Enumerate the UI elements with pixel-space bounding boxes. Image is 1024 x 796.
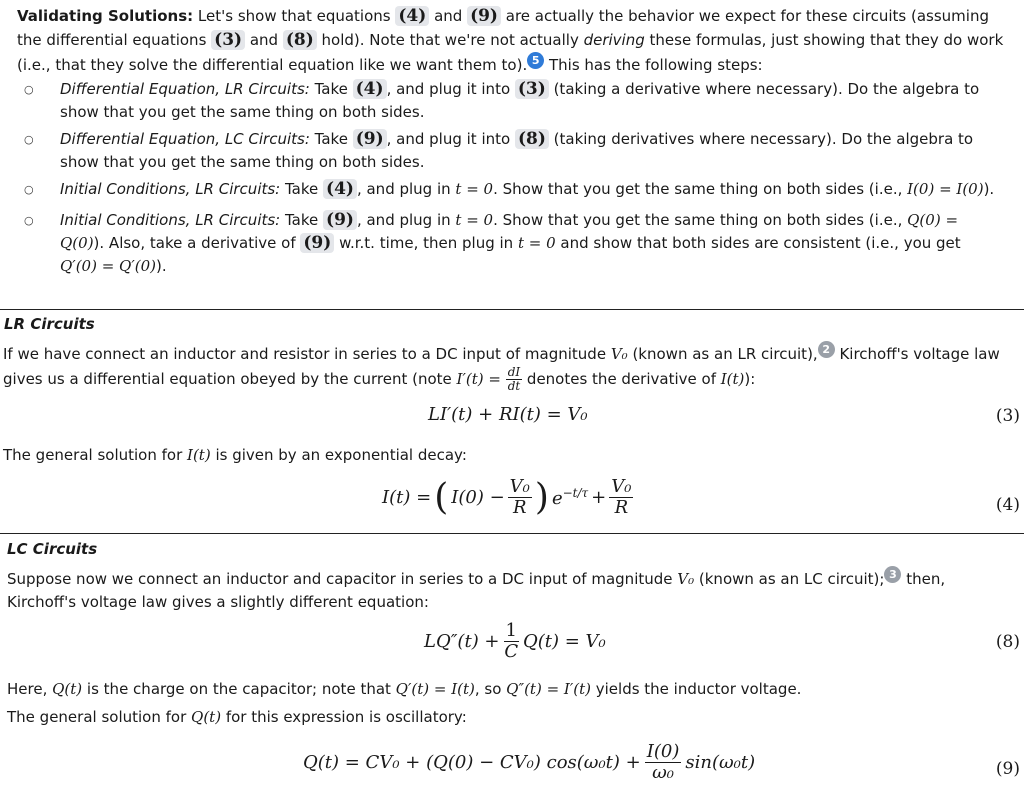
eqref-4[interactable]: (4): [353, 79, 387, 99]
paren-open: (: [434, 477, 449, 518]
eqref-3[interactable]: (3): [515, 79, 549, 99]
text: If we have connect an inductor and resistor in series to a DC input of magnitude: [3, 345, 611, 363]
text: , and plug it into: [386, 80, 515, 98]
paren-close: ): [534, 477, 549, 518]
text: (taking a derivative where necessary). Do the algebra to show that you get the same thing on both sides.: [60, 80, 980, 121]
frac-num: V₀: [509, 476, 530, 498]
eq4-fraction: [508, 477, 532, 518]
lr-intro: [3, 341, 1013, 393]
math-V0: V₀: [610, 345, 628, 363]
math-Iprime: I′(t) =: [456, 370, 501, 389]
eqref-9[interactable]: (9): [300, 233, 334, 253]
eqref-8[interactable]: (8): [515, 129, 549, 149]
text: yields the inductor voltage.: [590, 680, 802, 698]
footnote-badge[interactable]: 5: [527, 52, 544, 69]
frac-num: dI: [507, 365, 521, 379]
math-t0: t = 0: [517, 234, 556, 252]
text: (known as an LR circuit),: [627, 345, 818, 363]
math-I0: I(0) = I(0): [907, 180, 984, 198]
eqref-4[interactable]: (4): [395, 6, 429, 26]
equation-number-9: (9): [995, 759, 1020, 779]
eq4-exp: [552, 486, 588, 509]
divider: [0, 533, 1024, 534]
text: these formulas, just showing that they do work (i.e., that they solve the differential equation like we want them to).: [17, 31, 1004, 74]
text: Take: [280, 211, 324, 229]
eq9-fraction: [645, 742, 682, 783]
list-item: [24, 209, 999, 278]
text: are actually the behavior we expect for these circuits (assuming the differential equations: [17, 7, 989, 49]
equation-3: LI′(t) + RI(t) = V₀: [428, 404, 588, 425]
math-t0: t = 0: [455, 180, 494, 198]
list-item: [24, 178, 999, 201]
text: , and plug in: [356, 211, 456, 229]
frac-num: V₀: [611, 476, 632, 498]
text: The general solution for: [7, 708, 192, 726]
eqref-9[interactable]: (9): [353, 129, 387, 149]
text: hold). Note that we're not actually: [316, 31, 584, 49]
text: Take: [280, 180, 324, 198]
lc-charge-note: [7, 678, 801, 701]
eqref-8[interactable]: (8): [283, 30, 317, 50]
text: The general solution for: [3, 446, 188, 464]
equation-number-8: (8): [995, 632, 1020, 652]
text: is the charge on the capacitor; note that: [82, 680, 396, 698]
math-Qt: Q(t): [191, 708, 222, 726]
text: ):: [744, 370, 756, 389]
text: Let's show that equations: [193, 7, 396, 25]
frac-den: ω₀: [652, 761, 674, 783]
math-Qprime: Q′(t) = I(t): [395, 680, 475, 698]
frac-num: 1: [505, 620, 517, 641]
exp-base: e: [551, 488, 563, 509]
lc-general-solution: [7, 706, 467, 729]
text: , and plug in: [356, 180, 456, 198]
step-title: Initial Conditions, LR Circuits:: [60, 180, 281, 198]
text: ). Also, take a derivative of: [93, 234, 301, 252]
text: . Show that you get the same thing on both sides (i.e.,: [493, 180, 908, 198]
text: , and plug it into: [386, 130, 515, 148]
text: Suppose now we connect an inductor and capacitor in series to a DC input of magnitude: [7, 570, 678, 588]
eqref-9[interactable]: (9): [323, 210, 357, 230]
step-title: Initial Conditions, LR Circuits:: [60, 211, 281, 229]
equation-number-3: (3): [995, 406, 1020, 426]
eq8-lhs: LQ″(t) +: [424, 630, 500, 652]
validating-lead: Validating Solutions:: [17, 7, 194, 25]
frac-den: R: [614, 497, 629, 518]
divider: [0, 309, 1024, 310]
eqref-4[interactable]: (4): [323, 179, 357, 199]
text: ).: [156, 257, 167, 275]
eq4-inner: I(0) −: [451, 487, 505, 508]
footnote-badge[interactable]: 3: [884, 566, 901, 583]
frac-den: C: [504, 640, 519, 662]
footnote-badge[interactable]: 2: [818, 341, 835, 358]
equation-8: [424, 621, 606, 662]
steps-list: [24, 78, 999, 278]
eq4-fraction: [609, 477, 633, 518]
list-item: [24, 128, 999, 174]
text: denotes the derivative of: [522, 370, 721, 389]
text: is given by an exponential decay:: [210, 446, 467, 464]
math-V0: V₀: [677, 570, 695, 588]
math-Qt: Q(t): [52, 680, 83, 698]
text: ).: [983, 180, 995, 198]
text: and: [429, 7, 468, 25]
frac-den: dt: [507, 379, 521, 394]
equation-4: [382, 477, 633, 518]
text: Kirchoff's voltage law gives us a differential equation obeyed by the current (note: [3, 345, 1000, 389]
equation-9: [303, 742, 755, 783]
math-Qprime0: Q′(0) = Q′(0): [60, 257, 157, 275]
math-Q0: Q(0) = Q(0): [60, 211, 959, 252]
equation-number-4: (4): [995, 495, 1020, 515]
text: Take: [309, 80, 353, 98]
frac-den: R: [513, 497, 527, 518]
lr-general-solution: [3, 444, 467, 467]
eq9-sin: sin(ω₀t): [685, 751, 756, 773]
list-item: [24, 78, 999, 124]
text: (known as an LC circuit);: [694, 570, 885, 588]
text: This has the following steps:: [544, 56, 763, 74]
validating-paragraph: [17, 4, 1007, 77]
eqref-3[interactable]: (3): [211, 30, 245, 50]
lc-intro: [7, 566, 1012, 614]
text: , so: [474, 680, 507, 698]
text: Here,: [7, 680, 53, 698]
exp-power: −t/τ: [562, 486, 589, 500]
math-It: I(t): [720, 370, 745, 389]
text: for this expression is oscillatory:: [221, 708, 467, 726]
eq8-rhs: Q(t) = V₀: [522, 630, 606, 652]
step-title: Differential Equation, LR Circuits:: [60, 80, 310, 98]
eqref-9[interactable]: (9): [467, 6, 501, 26]
text: . Show that you get the same thing on both sides (i.e.,: [493, 211, 908, 229]
math-Qdoubleprime: Q″(t) = I′(t): [506, 680, 591, 698]
text: then, Kirchoff's voltage law gives a slightly different equation:: [7, 570, 946, 611]
math-t0: t = 0: [455, 211, 494, 229]
eq9-lhs: Q(t) = CV₀ + (Q(0) − CV₀) cos(ω₀t) +: [303, 751, 641, 773]
eq4-plus: +: [591, 487, 607, 508]
eq4-lhs: I(t) =: [382, 487, 432, 508]
text: Take: [309, 130, 353, 148]
lr-section-title: LR Circuits: [4, 315, 95, 333]
eq8-fraction: [504, 621, 519, 662]
lc-section-title: LC Circuits: [7, 540, 98, 558]
text: (taking derivatives where necessary). Do the algebra to show that you get the same thing on both sides.: [60, 130, 974, 171]
text: and: [245, 31, 283, 49]
math-It: I(t): [187, 446, 211, 464]
step-title: Differential Equation, LC Circuits:: [60, 130, 310, 148]
emphasis-deriving: deriving: [583, 31, 645, 49]
text: and show that both sides are consistent (i.e., you get: [555, 234, 961, 252]
frac-num: I(0): [646, 741, 680, 762]
derivative-fraction: [506, 366, 522, 393]
text: w.r.t. time, then plug in: [334, 234, 518, 252]
